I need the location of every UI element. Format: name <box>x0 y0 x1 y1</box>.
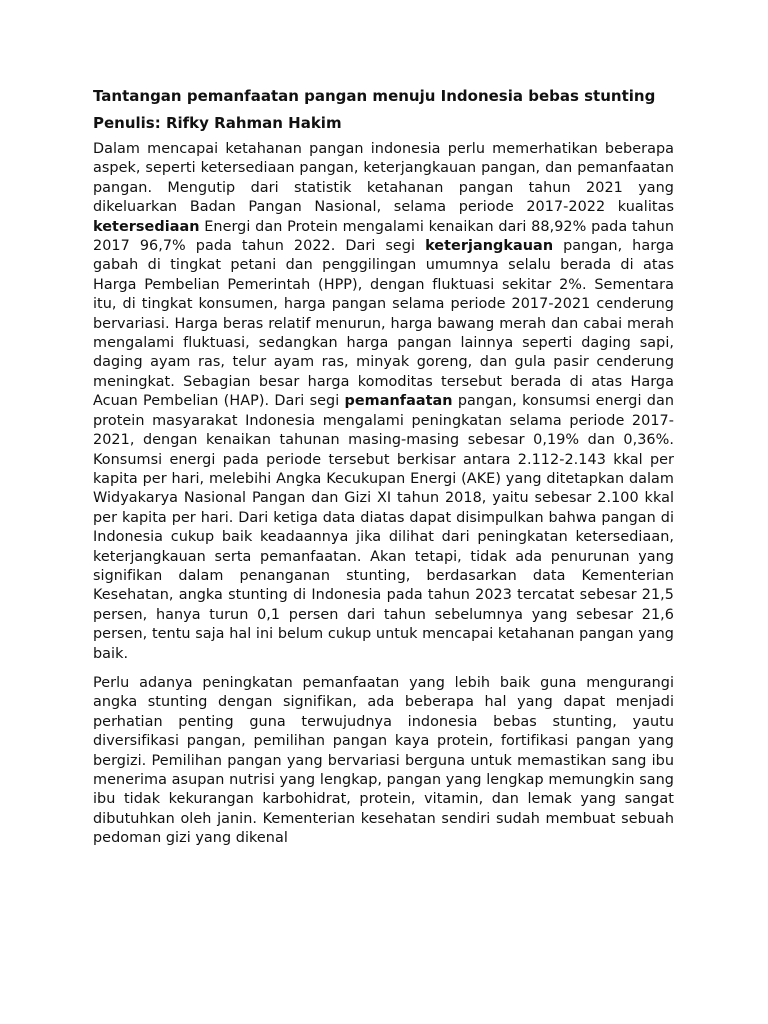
article-author: Penulis: Rifky Rahman Hakim <box>93 114 342 132</box>
article-title: Tantangan pemanfaatan pangan menuju Indonesia bebas stunting <box>93 87 656 105</box>
paragraph-2: Perlu adanya peningkatan pemanfaatan yang lebih baik guna mengurangi angka stunting dengan signifikan, ada beberapa hal yang dapat menjadi perhatian penting guna terwujudnya indonesia bebas stunting, yautu diversifikasi pangan, pemilihan pangan kaya protein, fortifikasi pangan yang bergizi. Pemilihan pangan yang bervariasi berguna untuk memastikan sang ibu menerima asupan nutrisi yang lengkap, pangan yang lengkap memungkin sang ibu tidak kekurangan karbohidrat, protein, vitamin, dan lemak yang sangat dibutuhkan oleh janin. Kementerian kesehatan sendiri sudah membuat sebuah pedoman gizi yang dikenal <box>93 674 674 847</box>
paragraph-1 <box>93 140 674 664</box>
paragraph-1-text-3: pangan, harga gabah di tingkat petani dan penggilingan umumnya selalu berada di atas Harga Pembelian Pemerintah (HPP), dengan fluktuasi sekitar 2%. Sementara itu, di tingkat konsumen, harga pangan selama periode 2017-2021 cenderung bervariasi. Harga beras relatif menurun, harga bawang merah dan cabai merah mengalami fluktuasi, sedangkan harga pangan lainnya seperti daging sapi, daging ayam ras, telur ayam ras, minyak goreng, dan gula pasir cenderung meningkat. Sebagian besar harga komoditas tersebut berada di atas Harga Acuan Pembelian (HAP). Dari segi <box>93 238 674 410</box>
bold-term-keterjangkauan: keterjangkauan <box>425 238 554 255</box>
paragraph-1-text-2: Energi dan Protein mengalami kenaikan dari 88,92% pada tahun 2017 96,7% pada tahun 2022. Dari segi <box>93 218 674 255</box>
paragraph-1-text-1: Dalam mencapai ketahanan pangan indonesia perlu memerhatikan beberapa aspek, seperti ketersediaan pangan, keterjangkauan pangan, dan pemanfaatan pangan. Mengutip dari statistik ketahanan pangan tahun 2021 yang dikeluarkan Badan Pangan Nasional, selama periode 2017-2022 kualitas <box>93 141 674 216</box>
bold-term-ketersediaan: ketersediaan <box>93 218 200 235</box>
paragraph-1-text-4: pangan, konsumsi energi dan protein masyarakat Indonesia mengalami peningkatan selama periode 2017-2021, dengan kenaikan tahunan masing-masing sebesar 0,19% dan 0,36%. Konsumsi energi pada periode tersebut berkisar antara 2.112-2.143 kkal per kapita per hari, melebihi Angka Kecukupan Energi (AKE) yang ditetapkan dalam Widyakarya Nasional Pangan dan Gizi XI tahun 2018, yaitu sebesar 2.100 kkal per kapita per hari. Dari ketiga data diatas dapat disimpulkan bahwa pangan di Indonesia cukup baik keadaannya jika dilihat dari peningkatan ketersediaan, keterjangkauan serta pemanfaatan. Akan tetapi, tidak ada penurunan yang signifikan dalam penanganan stunting, berdasarkan data Kementerian Kesehatan, angka stunting di Indonesia pada tahun 2023 tercatat sebesar 21,5 persen, hanya turun 0,1 persen dari tahun sebelumnya yang sebesar 21,6 persen, tentu saja hal ini belum cukup untuk mencapai ketahanan pangan yang baik. <box>93 393 674 662</box>
bold-term-pemanfaatan: pemanfaatan <box>344 393 453 410</box>
document-body <box>93 86 674 859</box>
